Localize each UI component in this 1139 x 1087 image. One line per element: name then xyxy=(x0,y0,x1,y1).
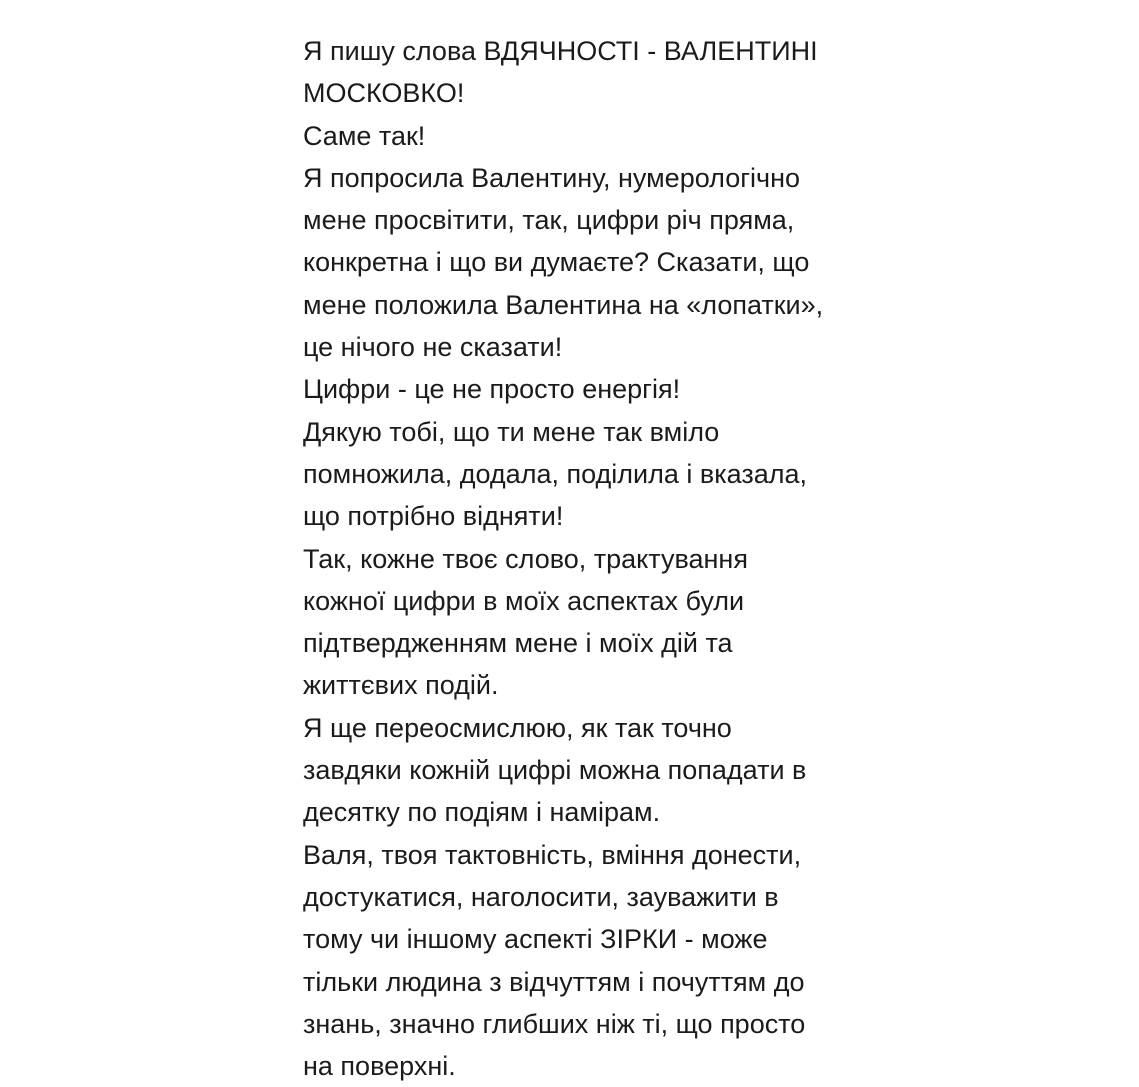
text-line: життєвих подій. xyxy=(303,670,499,701)
text-line: Цифри - це не просто енергія! xyxy=(303,374,681,405)
text-line: тому чи іншому аспекті ЗІРКИ - може xyxy=(303,924,768,955)
text-line: що потрібно відняти! xyxy=(303,501,564,532)
text-line: це нічого не сказати! xyxy=(303,332,563,363)
text-line: МОСКОВКО! xyxy=(303,78,465,109)
text-line: Я пишу слова ВДЯЧНОСТІ - ВАЛЕНТИНІ xyxy=(303,36,818,66)
text-line: Саме так! xyxy=(303,120,426,151)
text-line: Так, кожне твоє слово, трактування xyxy=(303,543,748,574)
text-line: підтвердженням мене і моїх дій та xyxy=(303,628,733,659)
text-line: кожної цифри в моїх аспектах були xyxy=(303,585,745,616)
text-line: мене положила Валентина на «лопатки», xyxy=(303,289,824,320)
text-line: Я ще переосмислюю, як так точно xyxy=(303,712,732,743)
testimonial-text xyxy=(303,30,903,1087)
text-line: мене просвітити, так, цифри річ пряма, xyxy=(303,205,795,236)
text-line: тільки людина з відчуттям і почуттям до xyxy=(303,966,805,997)
text-line: на поверхні. xyxy=(303,1051,456,1082)
text-line: знань, значно глибших ніж ті, що просто xyxy=(303,1008,806,1039)
text-line: завдяки кожній цифрі можна попадати в xyxy=(303,755,807,786)
text-line: десятку по подіям і намірам. xyxy=(303,797,661,828)
text-line: Дякую тобі, що ти мене так вміло xyxy=(303,416,720,447)
text-line: Валя, твоя тактовність, вміння донести, xyxy=(303,839,802,870)
text-line: помножила, додала, поділила і вказала, xyxy=(303,458,807,489)
text-line: Я попросила Валентину, нумерологічно xyxy=(303,162,801,193)
text-line: достукатися, наголосити, зауважити в xyxy=(303,881,779,912)
text-line: конкретна і що ви думаєте? Сказати, що xyxy=(303,247,810,278)
